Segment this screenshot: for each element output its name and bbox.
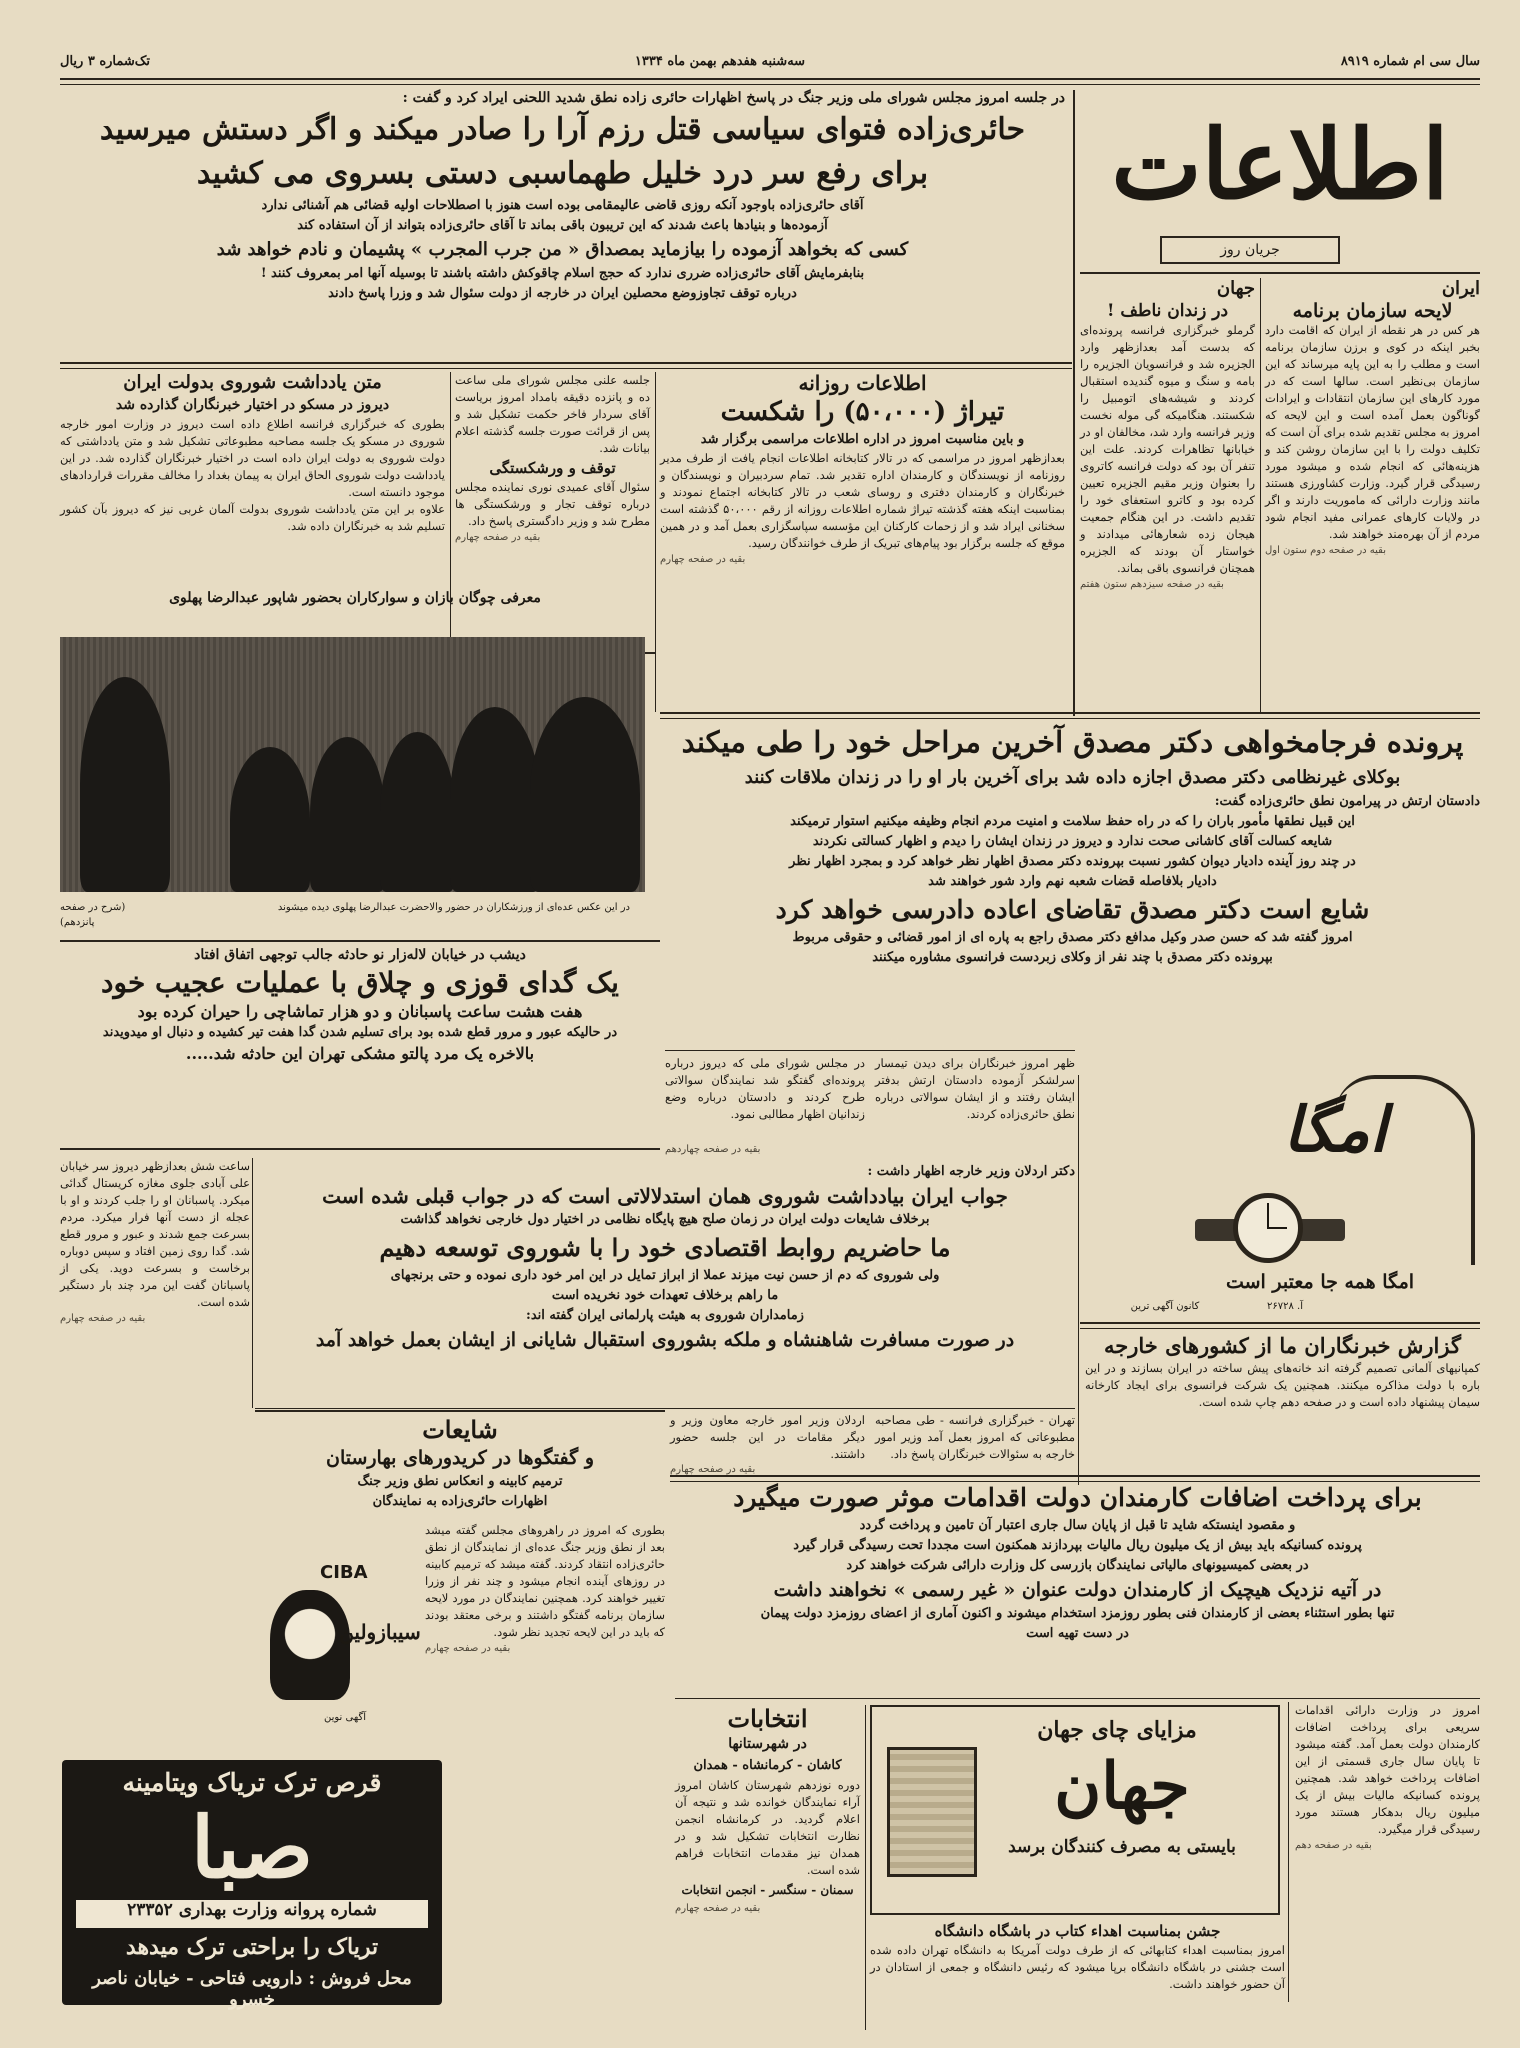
- mosaddegh-col-b: در مجلس شورای ملی که دیروز درباره پرونده‌ای گفتگو شد نمایندگان سوالاتی طرح کردند و دادستان درباره وضع زندانیان اظهار مطالبی نمود.: [665, 1056, 865, 1121]
- ettelaat-daily: [660, 372, 1065, 712]
- lead-story: [60, 88, 1065, 358]
- mosaddegh-line-7: بپرونده دکتر مصدق با چند نفر از وکلای زبردست فرانسوی مشاوره میکنند: [872, 950, 1273, 965]
- left-story-continued: بقیه در صفحه چهارم: [60, 1313, 146, 1324]
- employees-line-5: در دست تهیه است: [1026, 1626, 1129, 1641]
- photo-figure: [80, 677, 170, 892]
- ettelaat-daily-body: بعدازظهر امروز در مراسمی که در تالار کتابخانه اطلاعات انجام یافت از طرف مدیر روزنامه از نویسندگان و کارمندان اداره تقدیر شد. تمام سردبیران و نویسندگان و خبرنگاران و کارمندان دفتری و روسای شعب در تالار کتابخانه اجتماع نمودند و بمناسبت اینکه هفته گذشته تیراژ شماره اطلاعات روزانه از رقم ۵۰،۰۰۰ گذشته است سخنانی ایراد شد و از زحمات کارکنان این مؤسسه سپاسگزاری بعمل آمد و در همین موقع که جلسه برگزار بود پیام‌های تبریک از طرف خوانندگان رسید.: [660, 451, 1065, 550]
- header-rule: [60, 78, 1480, 85]
- lead-headline-1: حائری‌زاده فتوای سیاسی قتل رزم آرا را صادر میکند و اگر دستش میرسید: [99, 112, 1026, 147]
- employees-story: [675, 1480, 1480, 1700]
- mosaddegh-line-1: دادستان ارتش در پیرامون نطق حائری‌زاده گفت:: [1214, 794, 1480, 809]
- col-divider: [655, 372, 656, 712]
- photo-caption-note: (شرح در صفحه پانزدهم): [60, 902, 126, 928]
- foreign-title: گزارش خبرنگاران ما از کشورهای خارجه: [1104, 1333, 1461, 1358]
- employees-line-2: پرونده کسانیکه باید بیش از یک میلیون ریال مالیات بپردازند همکنون است مجددا تحت رسیدگی قرار گیرد: [793, 1538, 1362, 1553]
- photo-figure: [450, 707, 540, 892]
- beggar-story: [60, 945, 660, 1145]
- elections-body: دوره نوزدهم شهرستان کاشان امروز آراء نمایندگان خوانده شد و نتیجه آن اعلام گردید. در کرمانشاه انجمن نظارت انتخابات تشکیل شد و در همدان نیز مقدمات انتخابات فراهم شده است.: [675, 1778, 860, 1877]
- section-rule: [660, 712, 1480, 719]
- iran-section-label: ایران: [1441, 278, 1480, 299]
- session-title: توقف و ورشکستگی: [489, 459, 616, 477]
- session-continued: بقیه در صفحه چهارم: [455, 532, 541, 543]
- elections-sub-2: کاشان - کرمانشاه - همدان: [693, 1758, 842, 1773]
- mosaddegh-line-2: این قبیل نطقها مأمور باران را که در راه حفظ سلامت و امنیت مردم انجام وظیفه میکنیم استوار ترمیکند: [790, 814, 1355, 829]
- mosaddegh-story: [665, 720, 1480, 1050]
- library-title: جشن بمناسبت اهداء کتاب در باشگاه دانشگاه: [934, 1922, 1221, 1940]
- section-rule: [60, 1148, 660, 1150]
- lead-line-5: درباره توقف تجاوزوضع محصلین ایران در خارجه از دولت سئوال شد و وزرا پاسخ دادند: [328, 286, 797, 301]
- photo-caption: در این عکس عده‌ای از ورزشکاران در حضور والاحضرت عبدالرضا پهلوی دیده میشوند: [277, 902, 630, 913]
- lead-line-2: آزموده‌ها و بنیادها باعث شدند که این تریبون باقی بماند تا آقای حائری‌زاده بتواند از آن استفاده کند: [297, 218, 828, 233]
- section-rule: [675, 1698, 1480, 1699]
- mosaddegh-line-4: در چند روز آینده دادیار دیوان کشور نسبت بپرونده دکتر مصدق اظهار نظر خواهد کرد و بمجرد اظهار نظر: [789, 854, 1356, 869]
- elections: [675, 1705, 860, 2035]
- issue-price: تک‌شماره ۳ ریال: [60, 54, 151, 69]
- tea-ad-logo: جهان: [1054, 1749, 1190, 1824]
- session-body-2: سئوال آقای عمیدی نوری نماینده مجلس درباره توقف تجار و ورشکستگی ها مطرح شد و وزیر دادگستری پاسخ داد.: [455, 480, 650, 528]
- elections-line: سمنان - سنگسر - انجمن انتخابات: [681, 1883, 854, 1897]
- mosaddegh-headline: پرونده فرجامخواهی دکتر مصدق آخرین مراحل خود را طی میکند: [681, 725, 1464, 759]
- tea-ad: [870, 1705, 1280, 1915]
- omega-agency: کانون آگهی ترین: [1130, 1301, 1200, 1312]
- mosaddegh-col-a: ظهر امروز خبرنگاران برای دیدن تیمسار سرلشکر آزموده دادستان ارتش بدفتر ایشان رفتند و از ایشان سوالاتی درباره نطق حائری‌زاده کردند.: [875, 1056, 1075, 1121]
- mosaddegh-line-3: شایعه کسالت آقای کاشانی صحت ندارد و دیروز در زندان ایشان را دیدم و اظهار کسالتی نکردند: [812, 834, 1333, 849]
- world-body: گرملو خبرگزاری فرانسه پرونده‌ای که بدست آمد بعدازظهر وارد الجزیره شد و فرانسویان الجزیره را بامه و سنگ و میوه گندیده استقبال کردند و شیشه‌های اتومبیل را شکستند. هنگامیکه گی موله نخست وزیر فرانسه وارد شد، مخالفان او در خیابانها تظاهرات کردند. علت این تنفر آن بود که دولت فرانسه کاتروی را بعنوان وزیر مقیم الجزیره تعیین کرده بود و کاترو استعفای خود را تقدیم داشت. در این هنگام جمعیت هیجان زده شعارهائی میدادند و خواستار آن بودند که الجزیره همچنان فرانسوی باقی بماند.: [1080, 323, 1255, 575]
- col-divider: [865, 1705, 866, 2030]
- saba-logo: صبا: [190, 1798, 314, 1897]
- ardalan-col-a: تهران - خبرگزاری فرانسه - طی مصاحبه مطبوعاتی که امروز بعمل آمد وزیر امور خارجه به سئوالات خبرنگاران پاسخ داد.: [875, 1413, 1075, 1461]
- ardalan-col-b: اردلان وزیر امور خارجه معاون وزیر و دیگر مقامات در این جلسه حضور داشتند.: [670, 1413, 865, 1461]
- beggar-headline: یک گدای قوزی و چلاق با عملیات عجیب خود: [101, 966, 619, 999]
- tea-ad-title: مزایای چای جهان: [1037, 1717, 1197, 1743]
- lead-line-4: بنابفرمایش آقای حائری‌زاده ضرری ندارد که حجج اسلام چاقوکش داشته باشند تا بوسیله آنها امر بمعروف کنند !: [260, 266, 865, 281]
- ardalan-headline-2: ما حاضریم روابط اقتصادی خود را با شوروی توسعه دهیم: [379, 1233, 951, 1262]
- omega-ad: [1085, 1075, 1480, 1320]
- issue-info-right: سال سی ام شماره ۸۹۱۹: [1340, 54, 1480, 69]
- photo-title: معرفی چوگان بازان و سوارکاران بحضور شاپور عبدالرضا پهلوی: [169, 590, 541, 606]
- ardalan-line-1: برخلاف شایعات دولت ایران در زمان صلح هیچ پایگاه نظامی در اختیار دول خارجی نخواهد گذاشت: [400, 1212, 930, 1227]
- ettelaat-daily-continued: بقیه در صفحه چهارم: [660, 554, 746, 565]
- mosaddegh-line-6: امروز گفته شد که حسن صدر وکیل مدافع دکتر مصدق راجع به پاره ای از امور قضائی و حقوقی مربوط: [792, 930, 1353, 945]
- masthead-rule: [1080, 272, 1480, 274]
- saba-line-4: محل فروش : دارویی فتاحی - خیابان ناصر خسرو: [92, 1968, 412, 2010]
- left-story: [60, 1158, 250, 1718]
- issue-date: سه‌شنبه هفدهم بهمن ماه ۱۳۳۴: [634, 54, 806, 69]
- world-title: در زندان ناطف !: [1106, 301, 1229, 321]
- col-divider: [1073, 90, 1075, 716]
- left-story-body: ساعت شش بعدازظهر دیروز سر خیابان علی آبادی جلوی مغازه کریستال گدائی میکرد. پاسبانان او را جلب کردند و او با عجله از دست آنها فرار میکرد. مردم بسرعت جمع شدند و عبور و مرور قطع شد. گدا روی زمین افتاد و سپس دوباره برخاست و بسرعت دوید. یکی از پاسبانان گفت این مرد چند بار دستگیر شده است.: [60, 1159, 250, 1309]
- iran-title: لایحه سازمان برنامه: [1292, 300, 1453, 322]
- rumors-title: شایعات: [422, 1415, 498, 1444]
- elections-sub-1: در شهرستانها: [728, 1736, 807, 1752]
- foreign-reports: [1085, 1332, 1480, 1472]
- ettelaat-daily-title: اطلاعات روزانه: [798, 371, 927, 395]
- beggar-sub-3: بالاخره یک مرد پالتو مشکی تهران این حادثه شد.....: [185, 1044, 535, 1063]
- ardalan-headline-3: در صورت مسافرت شاهنشاه و ملکه بشوروی استقبال شایانی از ایشان بعمل خواهد آمد: [315, 1329, 1015, 1351]
- saba-line-3: تریاک را براحتی ترک میدهد: [125, 1934, 379, 1960]
- tea-ad-tagline: بایستی به مصرف کنندگان برسد: [1008, 1837, 1236, 1857]
- rumors-sub-1: ترمیم کابینه و انعکاس نطق وزیر جنگ: [357, 1474, 563, 1489]
- employees-col-right: [1295, 1702, 1480, 1982]
- rumors-body: بطوری که امروز در راهروهای مجلس گفته میشد بعد از نطق وزیر جنگ عده‌ای از نمایندگان از نطق حائری‌زاده انتقاد کردند. گفته میشد که ترمیم کابینه در روزهای آینده انجام میشود و چند نفر از وزرا تغییر خواهند کرد. همچنین نمایندگان در مورد لایحه سازمان برنامه گفتگو داشتند و برخی معتقد بودند که باید در این لایحه تجدید نظر شود.: [425, 1523, 665, 1639]
- mosaddegh-headline-2: شایع است دکتر مصدق تقاضای اعاده دادرسی خواهد کرد: [775, 895, 1370, 924]
- lead-kicker: در جلسه امروز مجلس شورای ملی وزیر جنگ در پاسخ اظهارات حائری زاده نطق شدید اللحنی ایراد کرد و گفت :: [402, 90, 1065, 106]
- world-section-label: جهان: [1216, 278, 1255, 299]
- iran-column: [1265, 278, 1480, 713]
- photo-figure: [530, 697, 640, 892]
- ardalan-story: [255, 1162, 1075, 1407]
- ardalan-line-2: ولی شوروی که دم از حسن نیت میزند عملا از ابراز تمایل در این امر خود داری نموده و حتی برنجهای: [390, 1268, 940, 1283]
- ardalan-continued: بقیه در صفحه چهارم: [670, 1464, 756, 1475]
- ettelaat-daily-sub: و باین مناسبت امروز در اداره اطلاعات مراسمی برگزار شد: [700, 432, 1025, 447]
- photo-figure: [310, 737, 385, 892]
- beggar-kicker: دیشب در خیابان لاله‌زار نو حادثه جالب توجهی اتفاق افتاد: [194, 947, 526, 963]
- employees-headline: برای پرداخت اضافات کارمندان دولت اقدامات موثر صورت میگیرد: [733, 1483, 1422, 1512]
- saba-line-2: شماره پروانه وزارت بهداری ۲۳۳۵۲: [76, 1900, 428, 1928]
- mosaddegh-continued: بقیه در صفحه چهاردهم: [665, 1144, 761, 1155]
- soviet-note-title: متن یادداشت شوروی بدولت ایران: [123, 372, 382, 393]
- saba-ad: [62, 1760, 442, 2010]
- ardalan-headline: جواب ایران بیادداشت شوروی همان استدلالاتی است که در جواب قبلی شده است: [322, 1184, 1008, 1208]
- section-rule: [60, 362, 1072, 369]
- lead-headline-2: برای رفع سر درد خلیل طهماسبی دستی بسروی می کشید: [196, 156, 929, 191]
- session-body-1: جلسه علنی مجلس شورای ملی ساعت ده و پانزده دقیقه بامداد امروز بریاست آقای سردار فاخر حکمت تشکیل شد و پس از قرائت صورت جلسه گذشته اعلام بیانات شد.: [455, 373, 650, 455]
- beggar-sub-2: در حالیکه عبور و مرور قطع شده بود برای تسلیم شدن گدا هفت تیر کشیده و دنبال او میدویدند: [102, 1025, 618, 1040]
- ardalan-line-4: زمامداران شوروی به هیئت پارلمانی ایران گفته اند:: [526, 1308, 804, 1323]
- rumors-continued: بقیه در صفحه چهارم: [425, 1643, 511, 1654]
- soviet-note-body: بطوری که خبرگزاری فرانسه اطلاع داده است دیروز در وزارت امور خارجه شوروی در مسکو یک جلسه مصاحبه مطبوعاتی تشکیل شد و متن یادداشتی که دولت شوروی به دولت ایران داده است در اختیار خبرنگاران گذارده شد. در این یادداشت دولت شوروی الحاق ایران به پیمان بغداد را مخالف مقررات قراردادهای موجود دانسته است.: [60, 417, 445, 499]
- ciba-ad: [260, 1560, 425, 1745]
- masthead-tagline: جریان روز: [1160, 236, 1340, 264]
- section-rule: [1080, 1322, 1480, 1329]
- section-rule: [255, 1408, 1075, 1409]
- employees-line-1: و مقصود اینستکه شاید تا قبل از پایان سال جاری اعتبار آن تامین و پرداخت گردد: [859, 1518, 1296, 1533]
- iran-body: هر کس در هر نقطه از ایران که اقامت دارد بخبر اینکه در کوی و برزن سازمان برنامه است و مطلب را به این پایه میرساند که این سازمان بی‌نظیر است. سالها است که در مورد کارهای این سازمان انتقادات و ایرادات گوناگون بعمل آمده است و این لایحه که امروز به مجلس تقدیم شده برای آن است که تکلیف دولت را با این سازمان روشن کند و هزینه‌هائی که انجام شده و میشود مورد رسیدگی قرار گیرد. وزارت کشاورزی هستند مانند وزارت دارائی که ماموریت دارند و اگر در ولایات کارهای عمرانی مفید انجام شود مردم از آن بهره‌مند خواهند شد.: [1265, 323, 1480, 541]
- section-rule: [665, 1050, 1075, 1051]
- employees-col-right-body: امروز در وزارت دارائی اقدامات سریعی برای پرداخت اضافات کارمندان دولت بعمل آمد. گفته میشود تا پایان سال جاری قسمتی از این اضافات پرداخت خواهد شد. همچنین پرونده کسانیکه مالیات بیش از یک میلیون ریال بدهکار هستند مورد رسیدگی قرار میگیرد.: [1295, 1703, 1480, 1836]
- col-divider: [1078, 1075, 1079, 1485]
- masthead-logo: اطلاعات: [1111, 108, 1449, 221]
- rumors-sub-2: اظهارات حائری‌زاده به نمایندگان: [372, 1494, 548, 1509]
- tea-box-icon: [887, 1747, 977, 1877]
- ardalan-line-3: ما راهم برخلاف تعهدات خود نخریده است: [551, 1288, 779, 1303]
- col-divider: [1288, 1702, 1289, 2002]
- photo-figure: [380, 732, 455, 892]
- library-story: [870, 1920, 1285, 2030]
- ciba-sub: آگهی نوین: [323, 1712, 366, 1723]
- employees-line-3: در بعضی کمیسیونهای مالیاتی نمایندگان بازرسی کل وزارت دارائی شرکت خواهند کرد: [846, 1558, 1309, 1573]
- employees-continued: بقیه در صفحه دهم: [1295, 1840, 1372, 1851]
- ardalan-kicker: دکتر اردلان وزیر خارجه اظهار داشت :: [867, 1164, 1075, 1179]
- col-divider: [1260, 278, 1261, 713]
- lead-line-1: آقای حائری‌زاده باوجود آنکه روزی قاضی عالیمقامی بوده است هنوز با اصطلاحات اولیه قضائی هم آشنائی ندارد: [261, 198, 864, 213]
- col-divider: [252, 1158, 253, 1408]
- watch-icon: [1195, 1175, 1345, 1285]
- omega-tagline: امگا همه جا معتبر است: [1225, 1271, 1415, 1293]
- saba-line-1: قرص ترک تریاک ویتامینه: [122, 1768, 382, 1797]
- news-photo: [60, 637, 645, 892]
- foreign-body: کمپانیهای آلمانی تصمیم گرفته اند خانه‌های پیش ساخته در ایران بسازند و در این باره با دولت مذاکره میکنند. همچنین یک شرکت فرانسوی برای ایجاد کارخانه سیمان پیشنهاد داده است و در صفحه دهم چاپ شده است.: [1085, 1361, 1480, 1409]
- lead-line-3: کسی که بخواهد آزموده را بیازماید بمصداق « من جرب المجرب » پشیمان و نادم خواهد شد: [216, 239, 909, 260]
- mosaddegh-sub: بوکلای غیرنظامی دکتر مصدق اجازه داده شد برای آخرین بار او را در زندان ملاقات کنند: [744, 767, 1401, 788]
- world-continued: بقیه در صفحه سیزدهم ستون هفتم: [1080, 579, 1224, 590]
- photo-figure: [230, 747, 310, 892]
- iran-continued: بقیه در صفحه دوم ستون اول: [1265, 545, 1387, 556]
- ettelaat-daily-headline: تیراژ (۵۰،۰۰۰) را شکست: [720, 397, 1005, 427]
- soviet-note-sub: دیروز در مسکو در اختیار خبرنگاران گذارده شد: [115, 397, 390, 413]
- employees-line-4: تنها بطور استثناء بعضی از کارمندان فنی بطور روزمزد استخدام میشوند و اکنون آماری از اعضای روزمزد دولت پیمان: [760, 1606, 1395, 1621]
- ciba-brand: CIBA: [320, 1562, 368, 1583]
- beggar-sub-1: هفت هشت ساعت پاسبانان و دو هزار تماشاچی را حیران کرده بود: [137, 1002, 583, 1021]
- section-rule: [60, 940, 660, 942]
- omega-code: آ. ۲۶۷۲۸: [1267, 1301, 1303, 1312]
- employees-headline-2: در آتیه نزدیک هیچیک از کارمندان دولت عنوان « غیر رسمی » نخواهند داشت: [773, 1579, 1382, 1601]
- soviet-note-extra: علاوه بر این متن یادداشت شوروی بدولت آلمان غربی نیز که دیروز بآن کشور تسلیم شد به خبرنگاران داده شد.: [60, 502, 445, 533]
- elections-continued: بقیه در صفحه چهارم: [675, 1903, 761, 1914]
- library-body: امروز بمناسبت اهداء کتابهائی که از طرف دولت آمریکا به دانشگاه تهران داده شده است جشنی در باشگاه دانشگاه برپا میشود که رئیس دانشگاه و جمعی از استادان در آن حضور خواهند داشت.: [870, 1943, 1285, 1991]
- hand-illustration: [1335, 1075, 1475, 1265]
- omega-brand: امگا: [1283, 1093, 1387, 1166]
- ciba-name: سیبازولین: [339, 1620, 421, 1644]
- section-rule: [255, 1410, 665, 1412]
- elections-title: انتخابات: [727, 1704, 808, 1733]
- photo-block: [60, 585, 650, 955]
- rumors-headline: و گفتگوها در کریدورهای بهارستان: [325, 1447, 594, 1469]
- mosaddegh-line-5: دادیار بلافاصله قضات شعبه نهم وارد شور خواهند شد: [928, 874, 1217, 889]
- world-column: [1080, 278, 1255, 713]
